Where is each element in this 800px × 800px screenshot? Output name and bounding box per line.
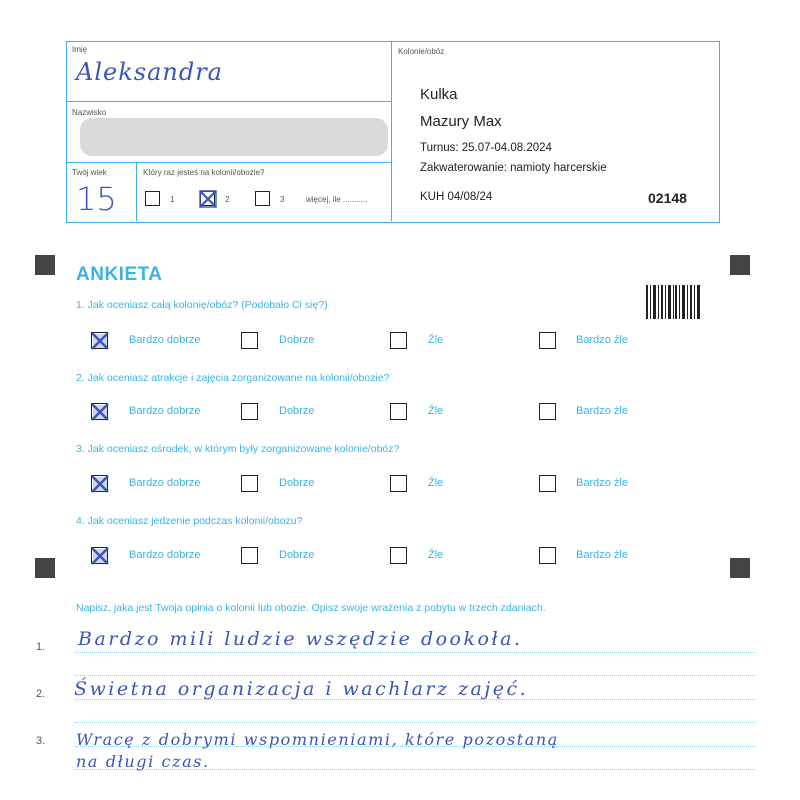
q2-option-label-4: Bardzo źle bbox=[576, 405, 628, 417]
q1-checkbox-1[interactable] bbox=[91, 332, 108, 349]
writing-line bbox=[75, 675, 755, 676]
camp-code: KUH 04/08/24 bbox=[420, 191, 493, 203]
q3-option-label-1: Bardzo dobrze bbox=[129, 477, 201, 489]
q3-option-label-4: Bardzo źle bbox=[576, 477, 628, 489]
age-value: 15 bbox=[76, 180, 117, 218]
q3-option-label-2: Dobrze bbox=[279, 477, 315, 489]
q3-checkbox-4[interactable] bbox=[539, 475, 556, 492]
q1-option-label-4: Bardzo źle bbox=[576, 334, 628, 346]
opinion-line-2: Świetna organizacja i wachlarz zajęć. bbox=[74, 678, 529, 700]
opinion-prompt: Napisz, jaka jest Twoja opinia o kolonii lub obozie. Opisz swoje wrażenia z pobytu w trzech zdaniach. bbox=[76, 602, 546, 614]
header-divider bbox=[391, 41, 392, 221]
first-name-value: Aleksandra bbox=[76, 58, 223, 86]
q2-option-label-1: Bardzo dobrze bbox=[129, 405, 201, 417]
survey-title: ANKIETA bbox=[76, 264, 163, 285]
camp-label: Kolonie/obóz bbox=[398, 47, 445, 56]
question-4-text: 4. Jak oceniasz jedzenie podczas kolonii/obozu? bbox=[76, 515, 303, 527]
q1-option-label-2: Dobrze bbox=[279, 334, 315, 346]
q4-checkbox-3[interactable] bbox=[390, 547, 407, 564]
header-divider bbox=[66, 162, 391, 163]
header-divider bbox=[66, 101, 391, 102]
q4-option-label-2: Dobrze bbox=[279, 549, 315, 561]
q4-option-label-1: Bardzo dobrze bbox=[129, 549, 201, 561]
q2-checkbox-1[interactable] bbox=[91, 403, 108, 420]
times-option-2: 2 bbox=[225, 195, 230, 204]
opinion-line-4: na długi czas. bbox=[76, 752, 210, 771]
age-label: Twój wiek bbox=[72, 168, 107, 177]
q3-checkbox-1[interactable] bbox=[91, 475, 108, 492]
q1-checkbox-4[interactable] bbox=[539, 332, 556, 349]
times-label: Który raz jesteś na kolonii/obozie? bbox=[143, 168, 265, 177]
q2-option-label-3: Źle bbox=[428, 405, 444, 417]
times-checkbox-2[interactable] bbox=[200, 191, 215, 206]
question-2-text: 2. Jak oceniasz atrakcje i zajęcia zorganizowane na kolonii/obozie? bbox=[76, 372, 390, 384]
q1-checkbox-2[interactable] bbox=[241, 332, 258, 349]
question-3-text: 3. Jak oceniasz ośrodek, w którym były zorganizowane kolonie/obóz? bbox=[76, 443, 400, 455]
registration-marker bbox=[730, 255, 750, 275]
q2-option-label-2: Dobrze bbox=[279, 405, 315, 417]
registration-marker bbox=[730, 558, 750, 578]
camp-location: Mazury Max bbox=[420, 113, 502, 130]
q2-checkbox-4[interactable] bbox=[539, 403, 556, 420]
writing-line bbox=[75, 652, 755, 653]
registration-marker bbox=[35, 558, 55, 578]
line-number-2: 2. bbox=[36, 688, 46, 700]
q3-checkbox-2[interactable] bbox=[241, 475, 258, 492]
opinion-line-3: Wracę z dobrymi wspomnieniami, które pozostaną bbox=[76, 730, 559, 749]
q4-checkbox-2[interactable] bbox=[241, 547, 258, 564]
line-number-3: 3. bbox=[36, 735, 46, 747]
accommodation: Zakwaterowanie: namioty harcerskie bbox=[420, 162, 607, 174]
first-name-label: Imię bbox=[72, 45, 88, 54]
redacted-last-name bbox=[80, 118, 388, 156]
q2-checkbox-2[interactable] bbox=[241, 403, 258, 420]
q2-checkbox-3[interactable] bbox=[390, 403, 407, 420]
times-option-more: więcej, ile ........... bbox=[306, 195, 368, 204]
q1-checkbox-3[interactable] bbox=[390, 332, 407, 349]
q3-option-label-3: Źle bbox=[428, 477, 444, 489]
q1-option-label-3: Źle bbox=[428, 334, 444, 346]
last-name-label: Nazwisko bbox=[72, 108, 107, 117]
times-checkbox-1[interactable] bbox=[145, 191, 160, 206]
q3-checkbox-3[interactable] bbox=[390, 475, 407, 492]
times-option-1: 1 bbox=[170, 195, 175, 204]
registration-marker bbox=[35, 255, 55, 275]
times-checkbox-3[interactable] bbox=[255, 191, 270, 206]
q4-checkbox-1[interactable] bbox=[91, 547, 108, 564]
q4-checkbox-4[interactable] bbox=[539, 547, 556, 564]
question-1-text: 1. Jak oceniasz całą kolonię/obóz? (Podobało Ci się?) bbox=[76, 299, 328, 311]
opinion-line-1: Bardzo mili ludzie wszędzie dookoła. bbox=[78, 628, 523, 650]
q4-option-label-4: Bardzo źle bbox=[576, 549, 628, 561]
times-option-3: 3 bbox=[280, 195, 285, 204]
line-number-1: 1. bbox=[36, 641, 46, 653]
camp-name: Kulka bbox=[420, 86, 458, 103]
q4-option-label-3: Źle bbox=[428, 549, 444, 561]
barcode bbox=[646, 285, 700, 319]
writing-line bbox=[75, 722, 755, 723]
q1-option-label-1: Bardzo dobrze bbox=[129, 334, 201, 346]
camp-number: 02148 bbox=[648, 190, 687, 206]
turnus: Turnus: 25.07-04.08.2024 bbox=[420, 142, 552, 154]
header-divider bbox=[136, 162, 137, 221]
